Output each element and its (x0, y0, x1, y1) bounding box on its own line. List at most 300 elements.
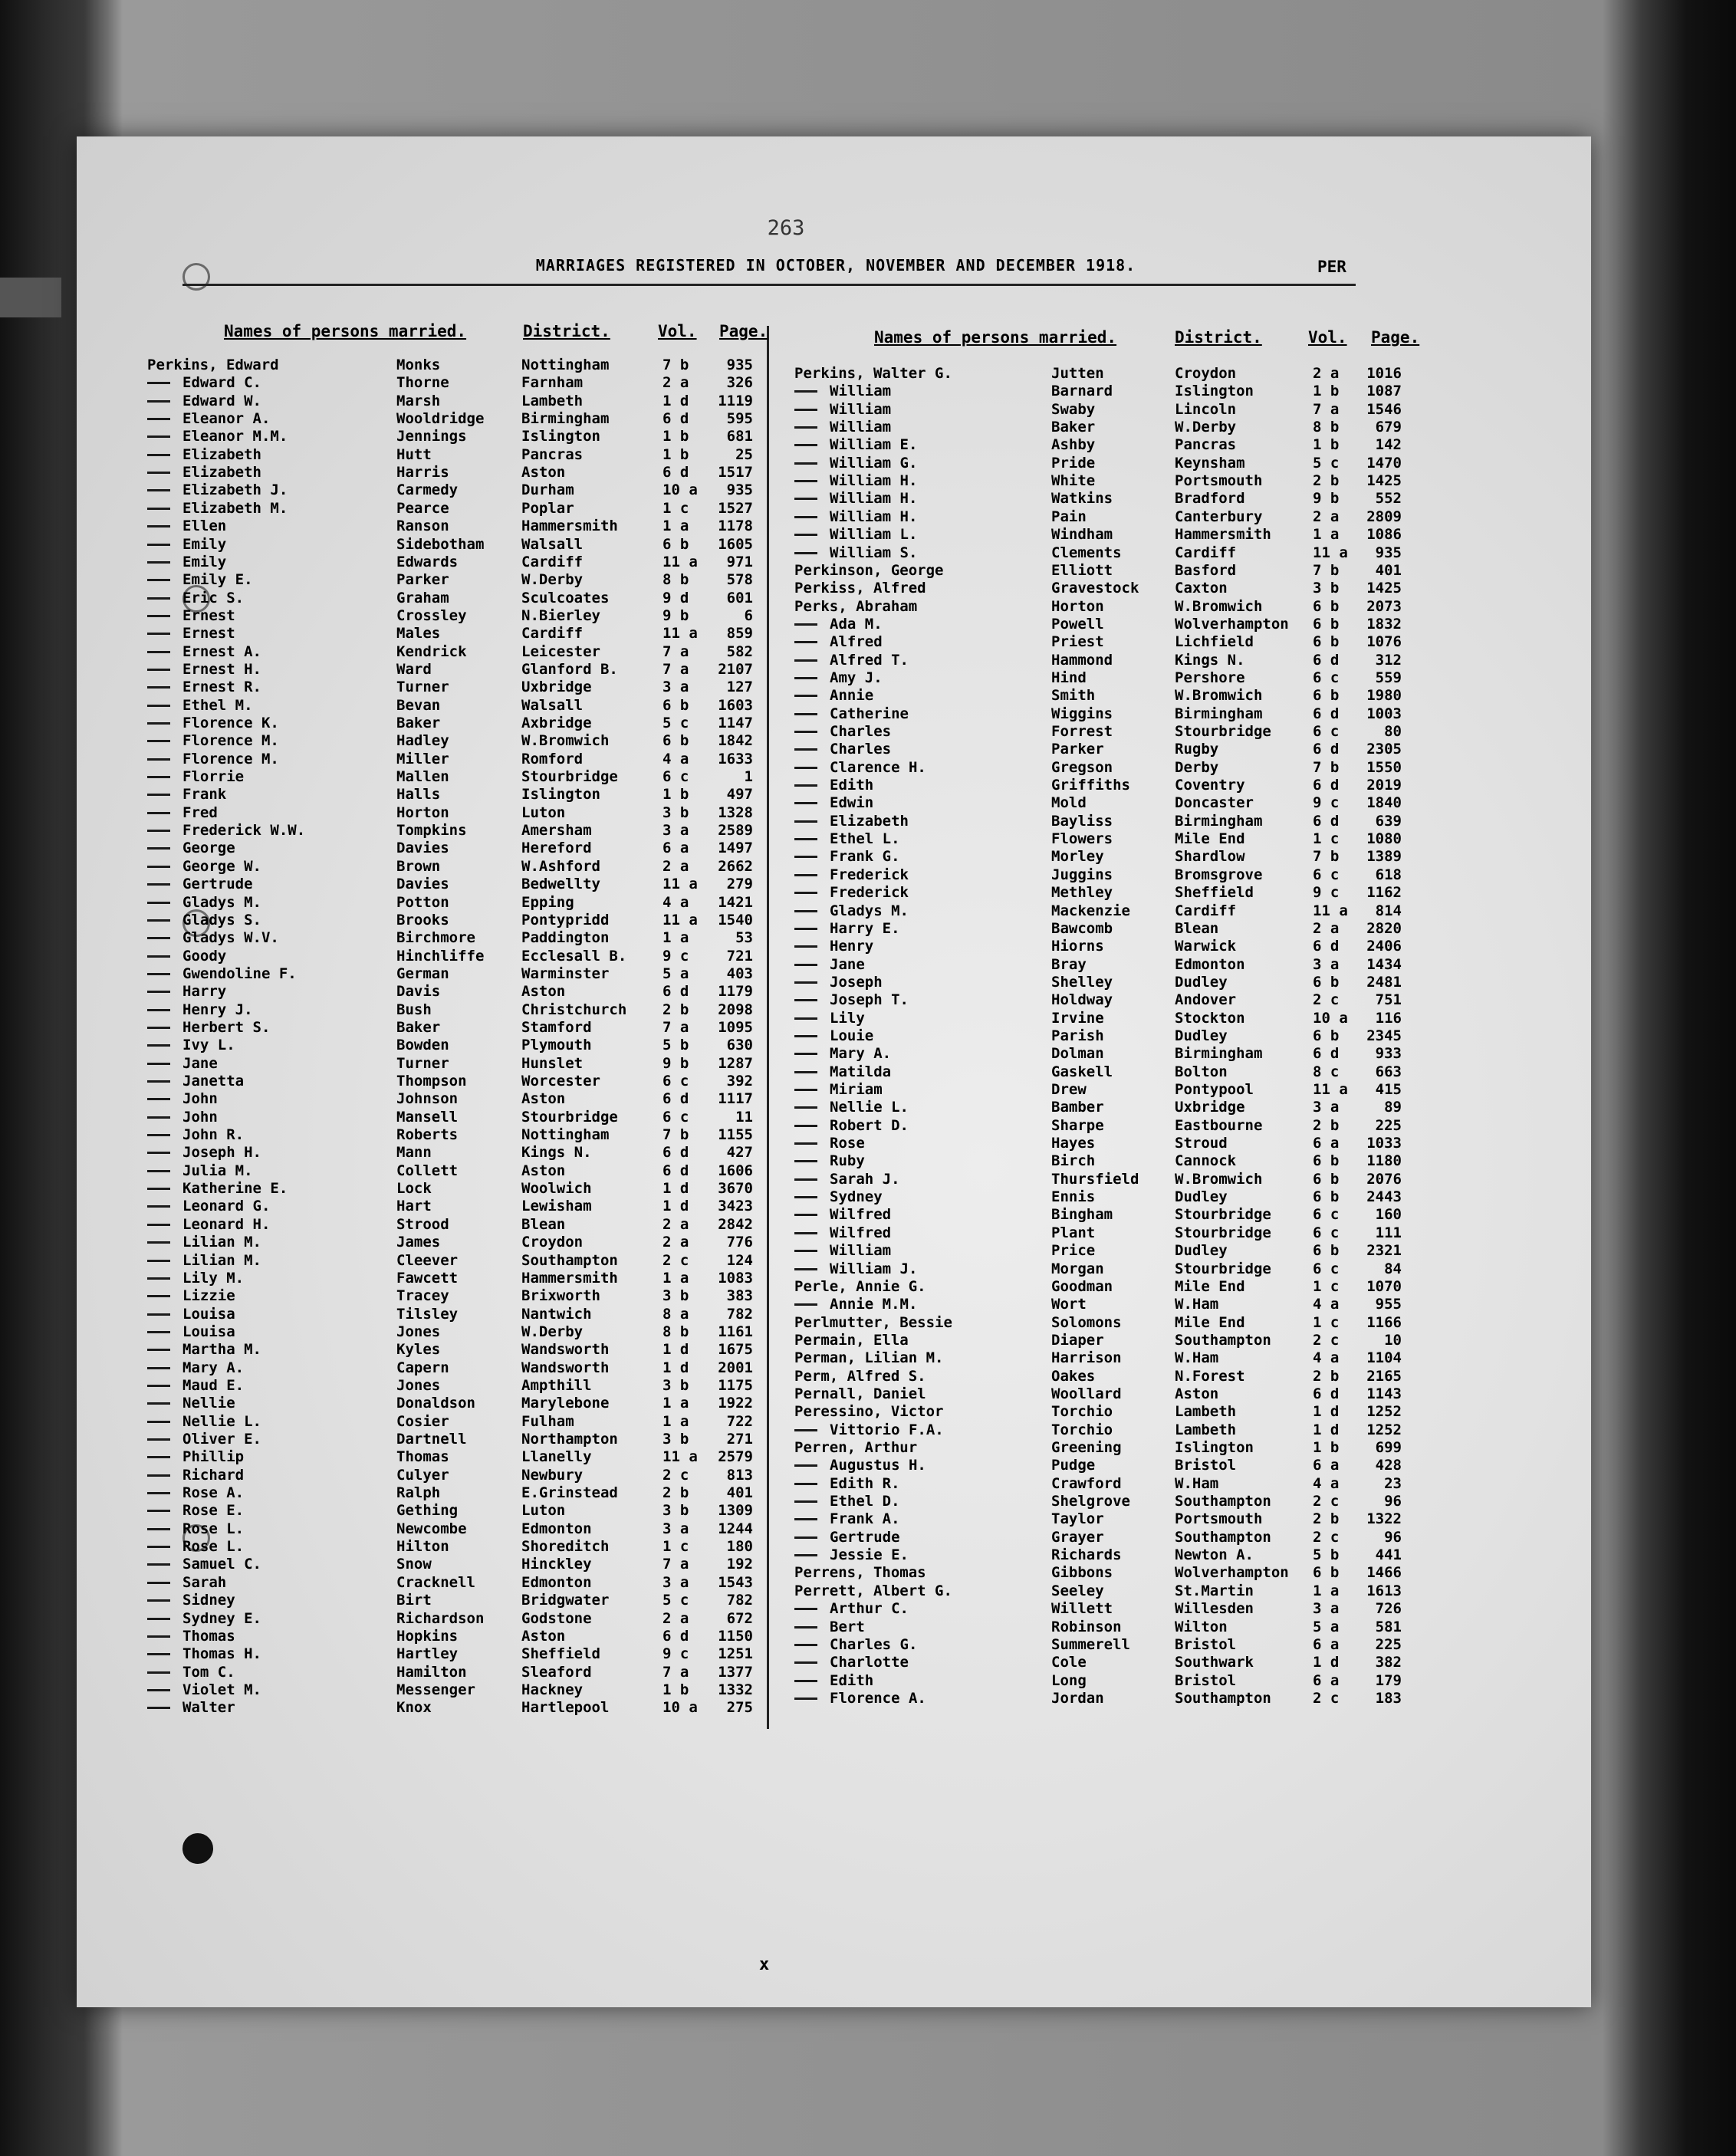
entry-spouse-surname: Woollard (1051, 1385, 1122, 1402)
entry-district: Dudley (1175, 1242, 1228, 1260)
entry-volume: 1 d (1313, 1654, 1340, 1671)
entry-page: 1147 (718, 715, 753, 731)
entry-spouse-surname: Hartley (396, 1645, 459, 1663)
entry-name: Edith (830, 1671, 874, 1689)
entry-volume: 4 a (1313, 1349, 1340, 1367)
ditto-dash (147, 812, 170, 814)
entry-name: William S. (830, 544, 918, 561)
register-entry (794, 633, 1423, 650)
entry-spouse-surname: Birt (396, 1592, 432, 1609)
ditto-dash (147, 669, 170, 671)
entry-volume: 7 b (663, 1126, 689, 1144)
heading-rule (182, 284, 1356, 286)
ditto-dash (147, 1063, 170, 1065)
entry-name: Vittorio F.A. (830, 1421, 944, 1438)
ditto-dash (147, 758, 170, 761)
entry-page: 2662 (718, 857, 753, 875)
ditto-dash (147, 1027, 170, 1029)
ditto-dash (147, 1563, 170, 1566)
entry-volume: 10 a (1313, 1009, 1348, 1027)
entry-spouse-surname: Turner (396, 1054, 449, 1072)
page-heading: MARRIAGES REGISTERED IN OCTOBER, NOVEMBER AND DECEMBER 1918. (535, 256, 1136, 274)
entry-volume: 3 a (663, 822, 689, 840)
entry-page: 1080 (1366, 830, 1402, 848)
entry-district: Croydon (1175, 365, 1237, 382)
entry-district: Walsall (521, 535, 584, 553)
entry-volume: 6 b (1313, 973, 1340, 991)
entry-page: 1421 (718, 893, 753, 911)
register-entry (147, 1073, 761, 1090)
register-entry (147, 590, 761, 606)
entry-district: Stourbridge (1175, 1224, 1271, 1241)
entry-page: 2820 (1366, 919, 1402, 937)
register-entry (794, 401, 1423, 418)
entry-name: Ellen (182, 518, 227, 535)
entry-name: Martha M. (182, 1341, 261, 1359)
ditto-dash (147, 1349, 170, 1351)
ditto-dash (794, 516, 817, 518)
entry-district: Dudley (1175, 1027, 1228, 1044)
entry-district: Nottingham (521, 357, 610, 373)
register-entry (794, 1010, 1423, 1027)
entry-volume: 1 d (1313, 1403, 1340, 1421)
entry-volume: 5 c (1313, 454, 1340, 472)
entry-district: Aston (1175, 1385, 1219, 1402)
ditto-dash (794, 1053, 817, 1055)
entry-volume: 6 b (1313, 687, 1340, 705)
entry-name: William H. (830, 490, 918, 508)
ditto-dash (147, 1635, 170, 1638)
entry-page: 497 (726, 786, 753, 804)
register-entry (794, 1600, 1423, 1617)
entry-volume: 4 a (663, 750, 689, 767)
entry-page: 401 (1375, 561, 1402, 579)
ditto-dash (794, 426, 817, 429)
entry-spouse-surname: Goodman (1051, 1277, 1113, 1295)
entry-volume: 2 a (1313, 508, 1340, 525)
entry-spouse-surname: Gregson (1051, 758, 1113, 776)
entry-volume: 6 b (663, 696, 689, 714)
entry-spouse-surname: Morgan (1051, 1260, 1104, 1277)
entry-page: 1178 (718, 518, 753, 535)
entry-spouse-surname: Pearce (396, 499, 449, 517)
entry-spouse-surname: Thomas (396, 1448, 449, 1466)
entry-volume: 6 c (1313, 1206, 1340, 1224)
entry-district: Hinckley (521, 1556, 592, 1573)
entry-page: 1 (744, 768, 753, 786)
entry-page: 782 (726, 1305, 753, 1323)
entry-spouse-surname: Bayliss (1051, 812, 1113, 830)
entry-page: 183 (1375, 1689, 1402, 1707)
entry-name: Perks, Abraham (794, 597, 918, 615)
entry-name: Sydney (830, 1188, 883, 1206)
entry-page: 2098 (718, 1001, 753, 1018)
entry-spouse-surname: Morley (1051, 848, 1104, 866)
register-entry (147, 410, 761, 427)
register-entry (147, 732, 761, 749)
register-entry (794, 813, 1423, 830)
entry-page: 3423 (718, 1198, 753, 1215)
entry-page: 383 (726, 1287, 753, 1305)
entry-district: Marylebone (521, 1395, 610, 1412)
entry-district: Cardiff (1175, 544, 1237, 561)
entry-district: W.Ashford (521, 857, 600, 875)
entry-name: Jane (182, 1054, 218, 1072)
ditto-dash (147, 1331, 170, 1333)
register-entry (794, 920, 1423, 937)
register-entry (147, 536, 761, 553)
entry-spouse-surname: Taylor (1051, 1510, 1104, 1528)
entry-page: 127 (726, 679, 753, 696)
entry-volume: 2 b (663, 1484, 689, 1502)
entry-name: Frank G. (830, 848, 900, 866)
entry-volume: 1 c (1313, 1313, 1340, 1331)
entry-volume: 6 b (1313, 1242, 1340, 1260)
register-entry (147, 894, 761, 911)
entry-volume: 1 a (663, 1395, 689, 1412)
register-entry (147, 1628, 761, 1645)
ditto-dash (794, 802, 817, 804)
entry-volume: 8 a (663, 1305, 689, 1323)
entry-name: Violet M. (182, 1681, 261, 1698)
entry-volume: 1 b (1313, 1439, 1340, 1456)
register-entry (794, 1493, 1423, 1510)
entry-spouse-surname: Roberts (396, 1126, 459, 1144)
entry-page: 1425 (1366, 580, 1402, 597)
entry-spouse-surname: Newcombe (396, 1520, 467, 1537)
entry-name: Mary A. (182, 1359, 245, 1376)
entry-volume: 6 d (1313, 705, 1340, 722)
entry-page: 2481 (1366, 973, 1402, 991)
ditto-dash (147, 991, 170, 993)
entry-page: 681 (726, 428, 753, 445)
entry-page: 192 (726, 1556, 753, 1573)
punch-hole (182, 1833, 213, 1864)
ditto-dash (794, 820, 817, 823)
entry-name: Perkins, Walter G. (794, 365, 952, 382)
register-entry (794, 419, 1423, 435)
entry-page: 699 (1375, 1439, 1402, 1456)
ditto-dash (794, 1483, 817, 1485)
ditto-dash (794, 1698, 817, 1700)
register-entry (147, 1198, 761, 1214)
entry-name: Amy J. (830, 669, 883, 686)
punch-hole (182, 263, 210, 291)
entry-name: Arthur C. (830, 1600, 909, 1618)
entry-page: 2001 (718, 1359, 753, 1376)
entry-district: Southampton (1175, 1689, 1271, 1707)
entry-name: Florence M. (182, 750, 279, 767)
entry-page: 1076 (1366, 633, 1402, 651)
entry-name: Peressino, Victor (794, 1403, 944, 1421)
ditto-dash (794, 409, 817, 411)
ditto-dash (794, 981, 817, 984)
register-entry (794, 490, 1423, 507)
register-entry (147, 912, 761, 928)
ditto-dash (794, 1089, 817, 1091)
entry-name: Matilda (830, 1063, 892, 1080)
entry-volume: 6 d (1313, 1385, 1340, 1402)
entry-name: Thomas (182, 1627, 235, 1645)
entry-name: Lilian M. (182, 1251, 261, 1269)
entry-page: 1252 (1366, 1421, 1402, 1438)
entry-volume: 7 a (663, 1663, 689, 1681)
entry-name: Rose E. (182, 1502, 245, 1520)
entry-name: Ada M. (830, 615, 883, 633)
left-header-district: District. (523, 322, 610, 340)
entry-page: 935 (1375, 544, 1402, 561)
entry-district: Mile End (1175, 830, 1245, 848)
entry-spouse-surname: Tracey (396, 1287, 449, 1305)
entry-spouse-surname: Hutt (396, 445, 432, 463)
right-header-page: Page. (1371, 328, 1420, 347)
entry-name: Perm, Alfred S. (794, 1367, 926, 1385)
entry-page: 1328 (718, 804, 753, 821)
entry-page: 2809 (1366, 508, 1402, 525)
entry-district: Eastbourne (1175, 1116, 1263, 1134)
entry-spouse-surname: Hayes (1051, 1135, 1096, 1152)
entry-page: 1117 (718, 1090, 753, 1108)
register-entry (147, 1413, 761, 1430)
entry-name: Emily (182, 535, 227, 553)
entry-volume: 6 b (1313, 615, 1340, 633)
ditto-dash (147, 883, 170, 886)
ditto-dash (794, 1142, 817, 1145)
register-entry (147, 1162, 761, 1179)
register-entry (794, 1619, 1423, 1635)
ditto-dash (147, 1438, 170, 1441)
ditto-dash (147, 705, 170, 707)
register-entry (794, 974, 1423, 991)
entry-district: Birmingham (1175, 705, 1263, 722)
entry-volume: 2 c (1313, 1493, 1340, 1510)
entry-name: Lily (830, 1009, 865, 1027)
entry-page: 1309 (718, 1502, 753, 1520)
entry-spouse-surname: Parker (1051, 741, 1104, 758)
register-entry (794, 669, 1423, 686)
entry-volume: 6 c (1313, 1260, 1340, 1277)
entry-volume: 1 b (663, 445, 689, 463)
entry-district: Stourbridge (1175, 1206, 1271, 1224)
entry-spouse-surname: Jones (396, 1323, 441, 1340)
entry-volume: 6 d (1313, 741, 1340, 758)
entry-spouse-surname: Greening (1051, 1439, 1122, 1456)
entry-district: Pershore (1175, 669, 1245, 686)
entry-spouse-surname: Cleever (396, 1251, 459, 1269)
entry-spouse-surname: Dartnell (396, 1431, 467, 1448)
register-entry (794, 938, 1423, 955)
ditto-dash (147, 1277, 170, 1280)
register-entry (147, 697, 761, 714)
entry-volume: 4 a (663, 893, 689, 911)
entry-spouse-surname: Turner (396, 679, 449, 696)
entry-name: Phillip (182, 1448, 245, 1466)
entry-spouse-surname: Swaby (1051, 400, 1096, 418)
entry-spouse-surname: Jordan (1051, 1689, 1104, 1707)
entry-spouse-surname: Gaskell (1051, 1063, 1113, 1080)
entry-name: Katherine E. (182, 1180, 288, 1198)
entry-district: Portsmouth (1175, 1510, 1263, 1528)
entry-name: Louie (830, 1027, 874, 1044)
entry-page: 1251 (718, 1645, 753, 1663)
register-entry (147, 1556, 761, 1573)
entry-volume: 1 c (1313, 1277, 1340, 1295)
entry-spouse-surname: Crossley (396, 606, 467, 624)
entry-spouse-surname: Thursfield (1051, 1170, 1139, 1188)
entry-district: Stroud (1175, 1135, 1228, 1152)
entry-page: 382 (1375, 1654, 1402, 1671)
register-entry (147, 965, 761, 982)
entry-district: Bristol (1175, 1457, 1237, 1474)
entry-spouse-surname: Ranson (396, 518, 449, 535)
register-entry (147, 1395, 761, 1412)
entry-spouse-surname: Horton (396, 804, 449, 821)
entry-district: Southwark (1175, 1654, 1254, 1671)
ditto-dash (147, 1653, 170, 1655)
entry-volume: 3 b (663, 1376, 689, 1394)
entry-name: John R. (182, 1126, 245, 1144)
register-entry (147, 1180, 761, 1197)
entry-name: Clarence H. (830, 758, 926, 776)
entry-name: Ivy L. (182, 1037, 235, 1054)
entry-district: Aston (521, 1162, 566, 1179)
ditto-dash (147, 1582, 170, 1584)
entry-volume: 3 a (1313, 1099, 1340, 1116)
entry-spouse-surname: Cosier (396, 1412, 449, 1430)
ditto-dash (147, 794, 170, 796)
register-entry (794, 526, 1423, 543)
entry-name: Annie (830, 687, 874, 705)
entry-page: 1180 (1366, 1152, 1402, 1170)
page-code: PER (1317, 258, 1346, 276)
ditto-dash (147, 544, 170, 546)
entry-spouse-surname: Sharpe (1051, 1116, 1104, 1134)
entry-district: Islington (1175, 1439, 1254, 1456)
entry-volume: 5 c (663, 715, 689, 731)
ditto-dash (794, 999, 817, 1001)
ditto-dash (147, 1241, 170, 1244)
entry-volume: 11 a (1313, 902, 1348, 919)
ditto-dash (794, 480, 817, 482)
entry-district: Lewisham (521, 1198, 592, 1215)
entry-volume: 6 c (1313, 1224, 1340, 1241)
entry-page: 2406 (1366, 938, 1402, 955)
entry-district: Willesden (1175, 1600, 1254, 1618)
entry-name: William J. (830, 1260, 918, 1277)
entry-volume: 1 b (663, 786, 689, 804)
entry-name: Rose L. (182, 1538, 245, 1556)
entry-spouse-surname: James (396, 1234, 441, 1251)
entry-district: W.Bromwich (521, 732, 610, 750)
entry-spouse-surname: Gibbons (1051, 1564, 1113, 1582)
entry-page: 1155 (718, 1126, 753, 1144)
entry-district: W.Derby (521, 1323, 584, 1340)
entry-volume: 2 b (1313, 1367, 1340, 1385)
register-entry (794, 1349, 1423, 1366)
entry-name: Elizabeth (182, 445, 261, 463)
ditto-dash (147, 1707, 170, 1709)
entry-district: Islington (521, 786, 600, 804)
entry-volume: 6 d (663, 1144, 689, 1162)
entry-page: 1675 (718, 1341, 753, 1359)
entry-spouse-surname: Brooks (396, 911, 449, 928)
entry-name: Joseph H. (182, 1144, 261, 1162)
entry-district: Leicester (521, 643, 600, 660)
entry-spouse-surname: Carmedy (396, 481, 459, 499)
entry-spouse-surname: Capern (396, 1359, 449, 1376)
entry-district: Rugby (1175, 741, 1219, 758)
ditto-dash (147, 1295, 170, 1297)
entry-page: 1332 (718, 1681, 753, 1698)
entry-spouse-surname: Elliott (1051, 561, 1113, 579)
entry-volume: 2 b (663, 1001, 689, 1018)
entry-spouse-surname: Hiorns (1051, 938, 1104, 955)
entry-spouse-surname: Parish (1051, 1027, 1104, 1044)
entry-page: 23 (1384, 1474, 1402, 1492)
left-header-page: Page. (719, 322, 768, 340)
entry-name: Charles G. (830, 1635, 918, 1653)
entry-name: Eleanor A. (182, 410, 271, 428)
entry-page: 1083 (718, 1269, 753, 1287)
register-entry (147, 1431, 761, 1448)
entry-volume: 9 c (1313, 884, 1340, 902)
entry-name: Perrens, Thomas (794, 1564, 926, 1582)
ditto-dash (147, 1385, 170, 1387)
entry-volume: 6 b (1313, 1152, 1340, 1170)
entry-spouse-surname: Hamilton (396, 1663, 467, 1681)
ditto-dash (147, 1402, 170, 1405)
register-entry (794, 455, 1423, 472)
entry-spouse-surname: Mackenzie (1051, 902, 1130, 919)
entry-volume: 6 c (1313, 723, 1340, 740)
entry-district: Worcester (521, 1073, 600, 1090)
entry-spouse-surname: Robinson (1051, 1618, 1122, 1635)
register-entry (794, 794, 1423, 811)
entry-page: 1287 (718, 1054, 753, 1072)
entry-name: Robert D. (830, 1116, 909, 1134)
entry-name: Lily M. (182, 1269, 245, 1287)
register-entry (147, 1306, 761, 1323)
entry-name: Jane (830, 955, 865, 973)
entry-district: Wandsworth (521, 1359, 610, 1376)
ditto-dash (794, 1071, 817, 1073)
entry-page: 2842 (718, 1215, 753, 1233)
register-entry (794, 1368, 1423, 1385)
ditto-dash (147, 1152, 170, 1154)
ditto-dash (147, 1510, 170, 1512)
entry-page: 6 (744, 606, 753, 624)
entry-district: Plymouth (521, 1037, 592, 1054)
register-entry (147, 751, 761, 767)
ditto-dash (794, 1035, 817, 1037)
register-entry (794, 544, 1423, 561)
entry-name: Ethel D. (830, 1493, 900, 1510)
entry-volume: 2 b (1313, 1510, 1340, 1528)
ditto-dash (794, 1464, 817, 1467)
ditto-dash (147, 1080, 170, 1083)
register-entry (147, 822, 761, 839)
entry-spouse-surname: Griffiths (1051, 777, 1130, 794)
entry-page: 1087 (1366, 383, 1402, 400)
entry-volume: 1 d (1313, 1421, 1340, 1438)
ditto-dash (147, 400, 170, 403)
entry-name: Pernall, Daniel (794, 1385, 926, 1402)
entry-volume: 7 a (1313, 400, 1340, 418)
entry-spouse-surname: Strood (396, 1215, 449, 1233)
entry-spouse-surname: Solomons (1051, 1313, 1122, 1331)
entry-name: Joseph T. (830, 991, 909, 1009)
entry-name: Catherine (830, 705, 909, 722)
